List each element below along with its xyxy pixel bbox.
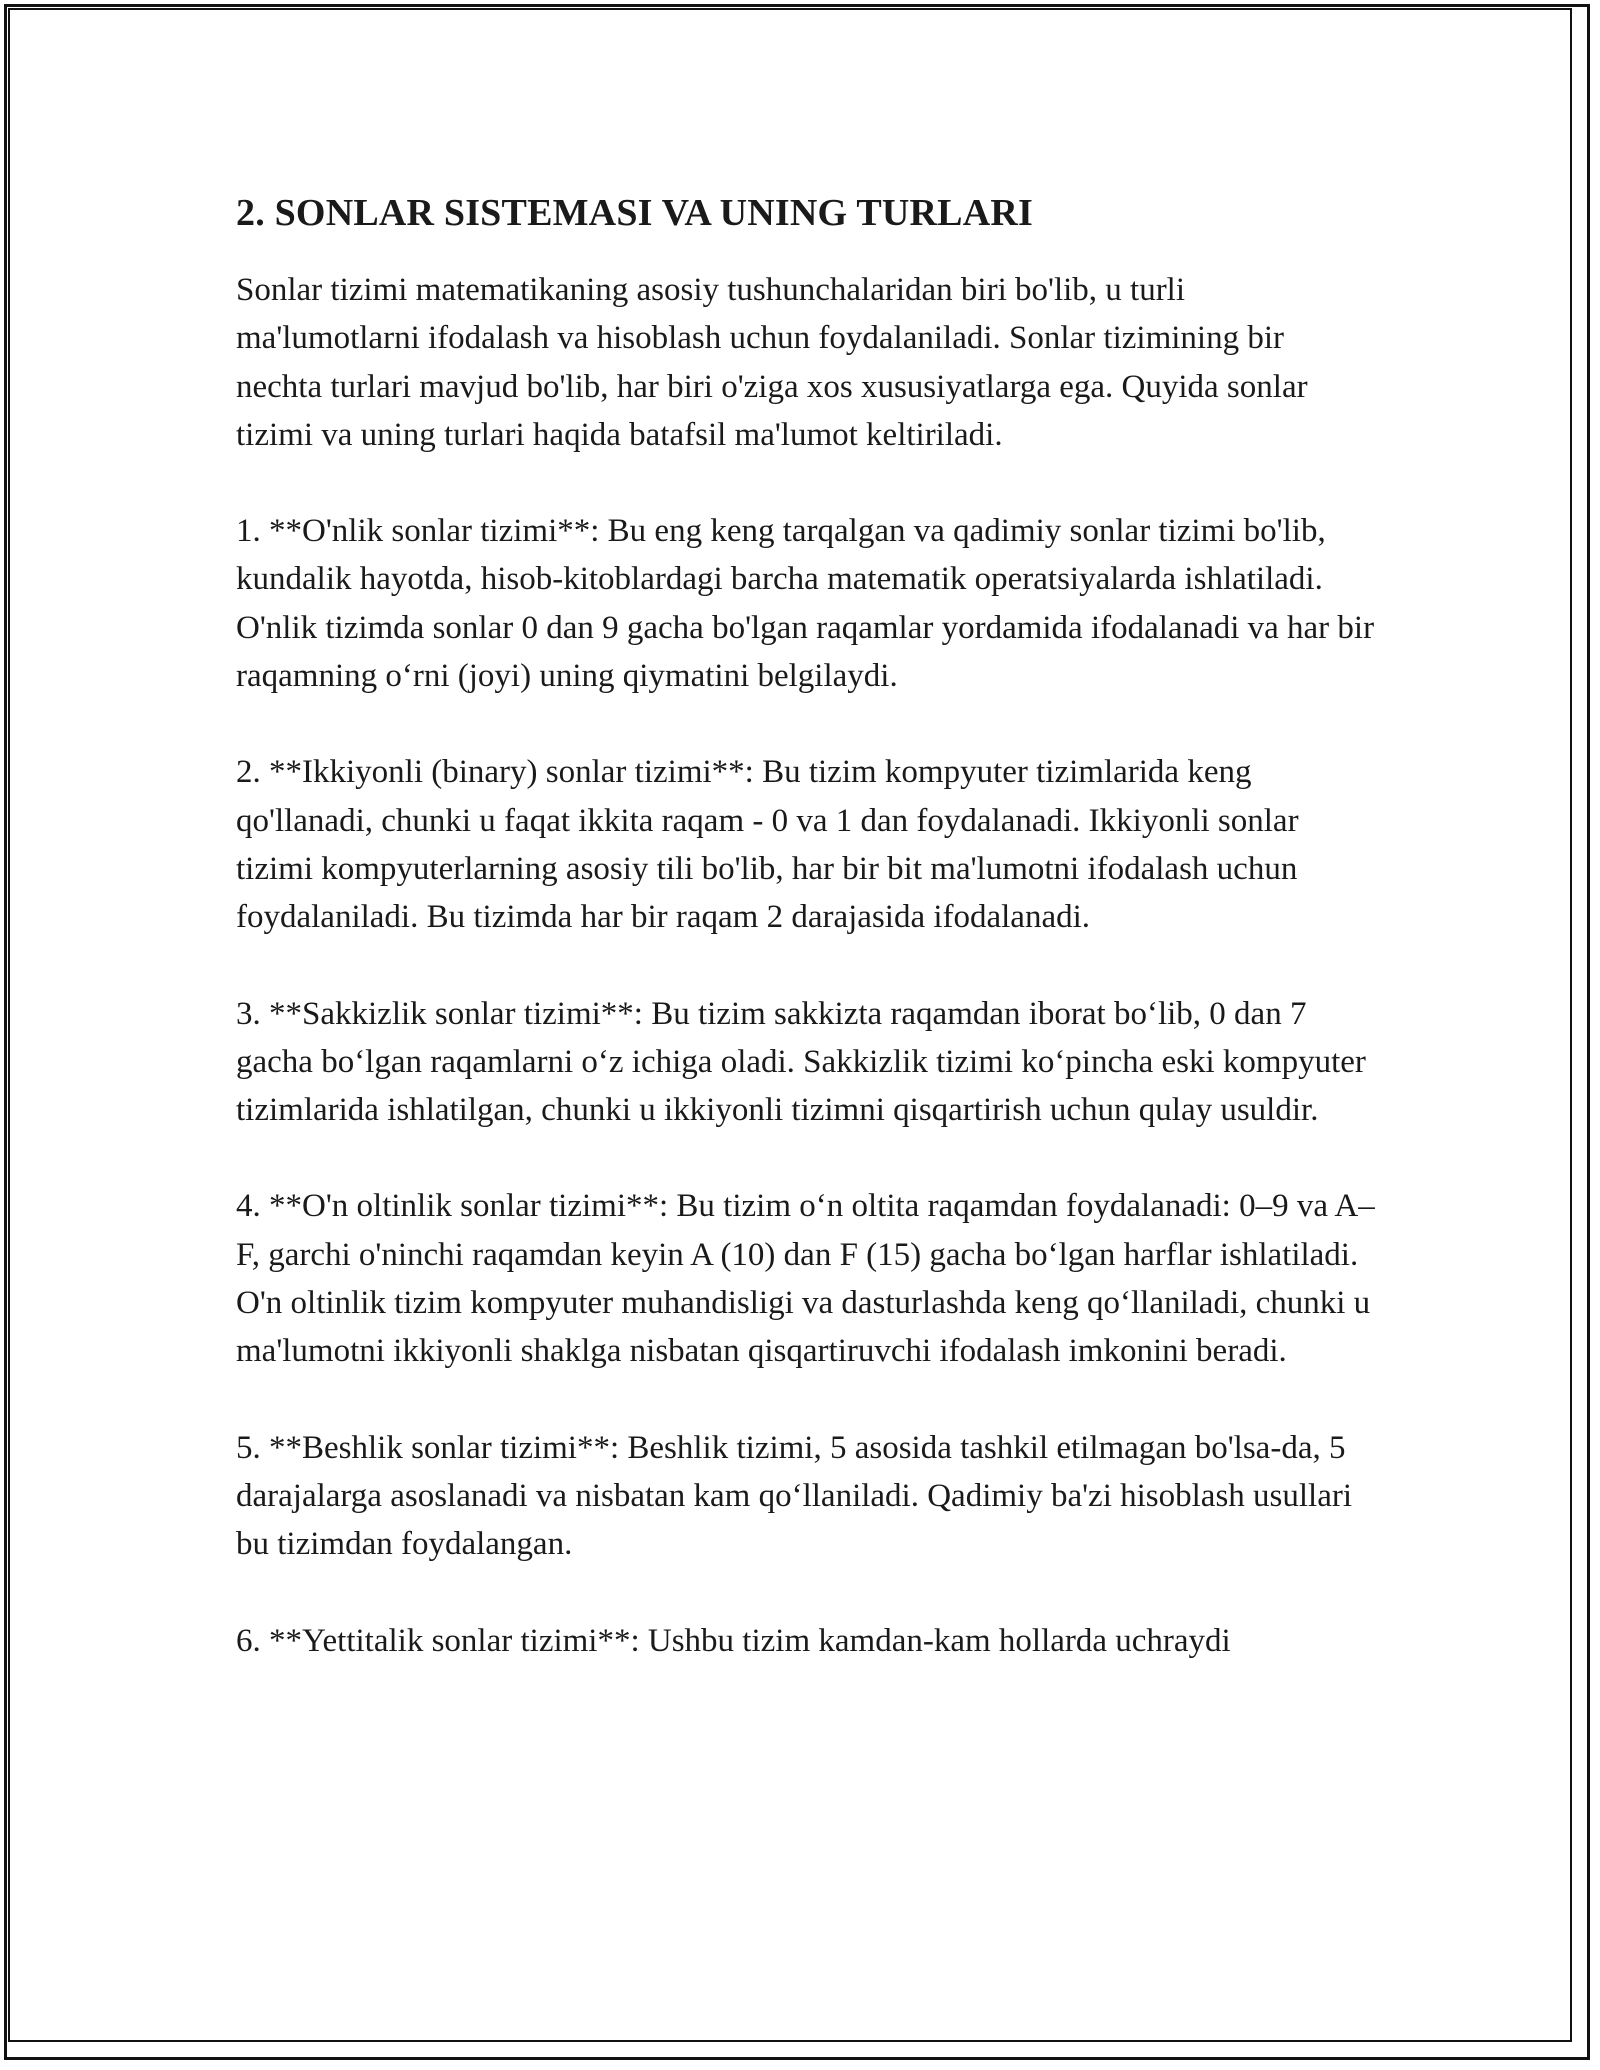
- list-item-octal: 3. **Sakkizlik sonlar tizimi**: Bu tizim sakkizta raqamdan iborat bo‘lib, 0 dan 7 gacha bo‘lgan raqamlarni o‘z ichiga oladi. Sakkizlik tizimi ko‘pincha eski kompyuter tizimlarida ishlatilgan, chunki u ikkiyonli tizimni qisqartirish uchun qulay usuldir.: [236, 995, 1366, 1129]
- list-item-quinary: 5. **Beshlik sonlar tizimi**: Beshlik tizimi, 5 asosida tashkil etilmagan bo'lsa-da, 5 darajalarga asoslanadi va nisbatan kam qo‘llaniladi. Qadimiy ba'zi hisoblash usullari bu tizimdan foydalangan.: [236, 1429, 1353, 1563]
- document-body: [236, 188, 1376, 1713]
- list-item-binary: 2. **Ikkiyonli (binary) sonlar tizimi**: Bu tizim kompyuter tizimlarida keng qo'llanadi, chunki u faqat ikkita raqam - 0 va 1 dan foydalanadi. Ikkiyonli sonlar tizimi kompyuterlarning asosiy tili bo'lib, har bir bit ma'lumotni ifodalash uchun foydalaniladi. Bu tizimda har bir raqam 2 darajasida ifodalanadi.: [236, 754, 1299, 936]
- intro-paragraph: Sonlar tizimi matematikaning asosiy tushunchalaridan biri bo'lib, u turli ma'lumotlarni ifodalash va hisoblash uchun foydalaniladi. Sonlar tizimining bir nechta turlari mavjud bo'lib, har biri o'ziga xos xususiyatlarga ega. Quyida sonlar tizimi va uning turlari haqida batafsil ma'lumot keltiriladi.: [236, 272, 1308, 453]
- list-item-hexadecimal: 4. **O'n oltinlik sonlar tizimi**: Bu tizim o‘n oltita raqamdan foydalanadi: 0–9 va A–F, garchi o'ninchi raqamdan keyin A (10) dan F (15) gacha bo‘lgan harflar ishlatiladi. O'n oltinlik tizim kompyuter muhandisligi va dasturlashda keng qo‘llaniladi, chunki u ma'lumotni ikkiyonli shaklga nisbatan qisqartiruvchi ifodalash imkonini beradi.: [236, 1188, 1375, 1370]
- list-item-decimal: 1. **O'nlik sonlar tizimi**: Bu eng keng tarqalgan va qadimiy sonlar tizimi bo'lib, kundalik hayotda, hisob-kitoblardagi barcha matematik operatsiyalarda ishlatiladi. O'nlik tizimda sonlar 0 dan 9 gacha bo'lgan raqamlar yordamida ifodalanadi va har bir raqamning o‘rni (joyi) uning qiymatini belgilaydi.: [236, 513, 1375, 695]
- section-heading: 2. SONLAR SISTEMASI VA UNING TURLARI: [236, 192, 1033, 234]
- list-item-septenary: 6. **Yettitalik sonlar tizimi**: Ushbu tizim kamdan-kam hollarda uchraydi: [236, 1622, 1231, 1659]
